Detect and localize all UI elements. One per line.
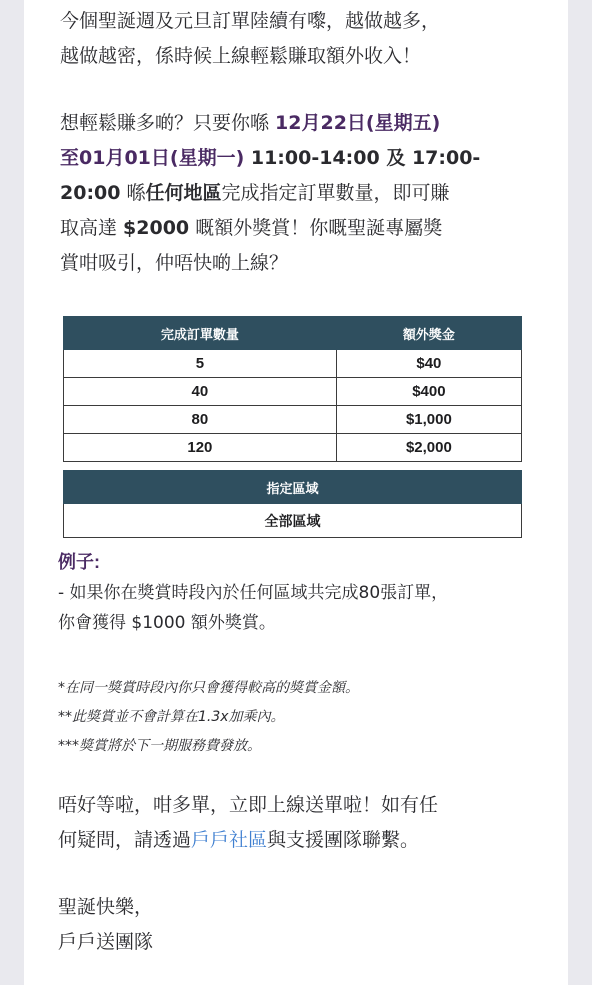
zone-table xyxy=(63,470,522,538)
zone-table-header xyxy=(64,471,522,504)
bonus-cell: $1,000 xyxy=(336,406,521,434)
bonus-cell: $2,000 xyxy=(336,434,521,462)
offer-end-date: 至01月01日(星期一) xyxy=(60,147,245,169)
table-row xyxy=(64,406,522,434)
intro-line-1: 今個聖誕週及元旦訂單陸續有嚟，越做越多， xyxy=(60,10,441,32)
orders-cell: 5 xyxy=(64,350,337,378)
closing-text: 與支援團隊聯繫。 xyxy=(267,829,420,851)
bonus-table-header xyxy=(64,317,522,350)
offer-time: 11:00-14:00 及 17:00- xyxy=(244,147,481,169)
offer-line-1 xyxy=(60,106,480,141)
table-row xyxy=(64,350,522,378)
table-row xyxy=(64,504,522,538)
offer-text: 想輕鬆賺多啲？只要你喺 xyxy=(60,112,276,134)
intro-paragraph xyxy=(60,4,440,74)
column-header-orders: 完成訂單數量 xyxy=(64,317,337,350)
closing-line-1: 唔好等啦，咁多單，立即上線送單啦！如有任 xyxy=(58,794,439,816)
closing-paragraph xyxy=(58,788,548,858)
orders-cell: 40 xyxy=(64,378,337,406)
closing-line-2 xyxy=(58,823,548,858)
footnote: **此獎賞並不會計算在1.3x加乘內。 xyxy=(58,709,285,725)
signoff-team: 戶戶送團隊 xyxy=(58,931,154,953)
offer-time-end: 20:00 xyxy=(60,182,121,204)
table-row xyxy=(64,434,522,462)
zone-cell: 全部區域 xyxy=(64,504,522,538)
offer-line-2 xyxy=(60,141,480,176)
column-header-zone: 指定區域 xyxy=(64,471,522,504)
offer-area: 任何地區 xyxy=(145,182,222,204)
table-row xyxy=(64,378,522,406)
footnote: *在同一獎賞時段內你只會獲得較高的獎賞金額。 xyxy=(58,680,359,696)
orders-cell: 120 xyxy=(64,434,337,462)
offer-max-amount: $2000 xyxy=(123,217,190,239)
offer-text: 取高達 xyxy=(60,217,124,239)
footnote: ***獎賞將於下一期服務費發放。 xyxy=(58,738,261,754)
example-title: 例子: xyxy=(58,552,100,572)
community-link[interactable]: 戶戶社區 xyxy=(191,829,268,851)
footnotes xyxy=(58,674,359,761)
bonus-cell: $40 xyxy=(336,350,521,378)
offer-text: 完成指定訂單數量，即可賺 xyxy=(221,182,450,204)
example-line-2: 你會獲得 $1000 額外獎賞。 xyxy=(58,613,276,633)
bonus-cell: $400 xyxy=(336,378,521,406)
example-text xyxy=(58,578,538,638)
offer-paragraph xyxy=(60,106,480,281)
offer-line-5: 賞咁吸引，仲唔快啲上線？ xyxy=(60,252,289,274)
intro-line-2: 越做越密，係時候上線輕鬆賺取額外收入！ xyxy=(60,45,422,67)
offer-text: 嘅額外獎賞！你嘅聖誕專屬獎 xyxy=(189,217,443,239)
bonus-table xyxy=(63,316,522,462)
offer-line-3 xyxy=(60,176,480,211)
signoff-greeting: 聖誕快樂， xyxy=(58,896,154,918)
orders-cell: 80 xyxy=(64,406,337,434)
column-header-bonus: 額外獎金 xyxy=(336,317,521,350)
offer-line-4 xyxy=(60,211,480,246)
signoff xyxy=(58,890,153,960)
offer-text: 喺 xyxy=(120,182,146,204)
example-line-1: - 如果你在獎賞時段內於任何區域共完成80張訂單， xyxy=(58,583,449,603)
closing-text: 何疑問，請透過 xyxy=(58,829,192,851)
offer-start-date: 12月22日(星期五) xyxy=(275,112,441,134)
